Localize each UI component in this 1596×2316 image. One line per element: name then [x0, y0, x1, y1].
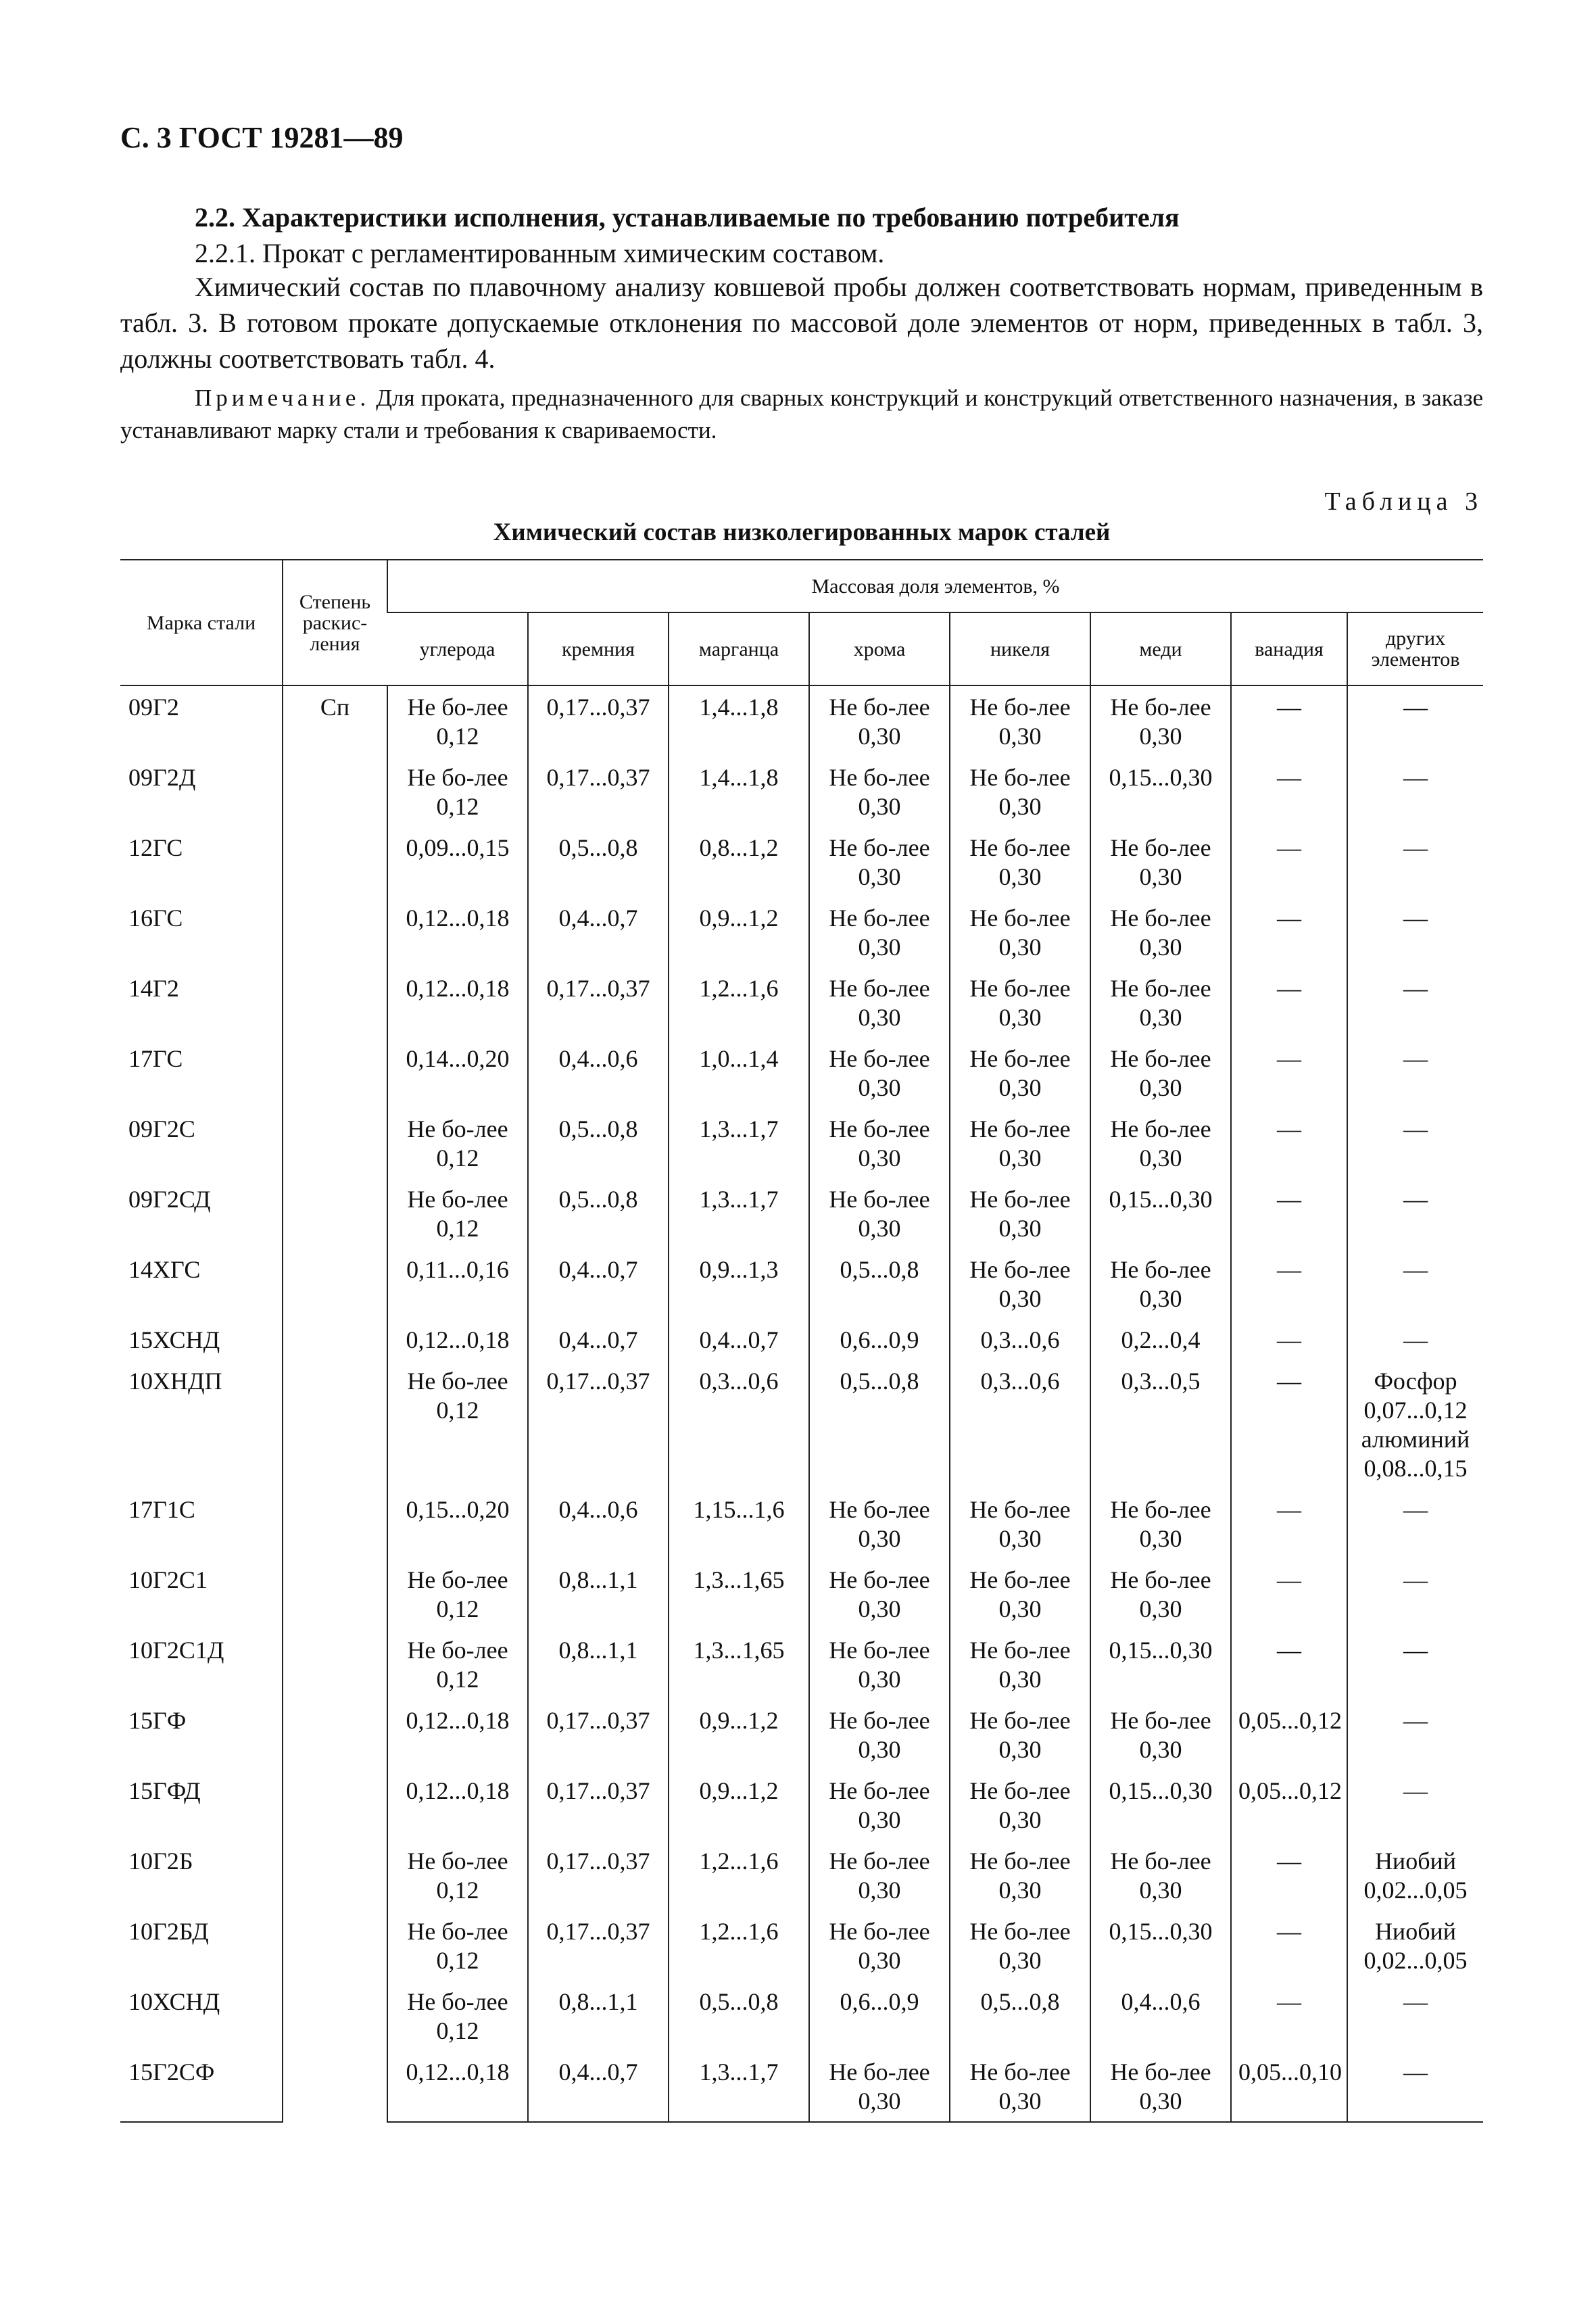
cell-manganese: 1,2...1,6 — [669, 1840, 809, 1910]
cell-other: — — [1347, 1559, 1483, 1629]
note-text: Для проката, предназначенного для сварных конструкций и конструкций ответственного назначения, в заказе устанавливают марку стали и требования к свариваемости. — [120, 385, 1483, 443]
header-other: других элементов — [1347, 612, 1483, 685]
cell-nickel: Не бо-лее 0,30 — [950, 685, 1090, 756]
cell-silicon: 0,4...0,7 — [528, 1249, 669, 1319]
cell-silicon: 0,4...0,7 — [528, 2051, 669, 2122]
paragraph-text: Химический состав по плавочному анализу ковшевой пробы должен соответствовать нормам, приведенным в табл. 3. В готовом прокате допускаемые отклонения по массовой доле элементов от норм, приведенных в табл. 3, должны соответствовать табл. 4. — [120, 272, 1483, 374]
cell-manganese: 1,3...1,7 — [669, 1108, 809, 1178]
cell-grade: 09Г2 — [128, 694, 179, 721]
cell-vanadium: — — [1231, 685, 1347, 756]
cell-copper: 0,15...0,30 — [1090, 1629, 1231, 1699]
cell-silicon: 0,5...0,8 — [528, 1108, 669, 1178]
cell-grade: 09Г2Д — [128, 764, 196, 791]
cell-grade: 14ХГС — [128, 1256, 201, 1283]
cell-copper: Не бо-лее 0,30 — [1090, 1038, 1231, 1108]
cell-vanadium: — — [1231, 1629, 1347, 1699]
cell-other: — — [1347, 1981, 1483, 2051]
cell-other: Ниобий 0,02...0,05 — [1347, 1840, 1483, 1910]
cell-vanadium: — — [1231, 967, 1347, 1038]
cell-chromium: Не бо-лее 0,30 — [809, 1770, 950, 1840]
cell-chromium: Не бо-лее 0,30 — [809, 1178, 950, 1249]
cell-carbon: 0,12...0,18 — [387, 1699, 528, 1770]
cell-manganese: 1,4...1,8 — [669, 685, 809, 756]
cell-nickel: Не бо-лее 0,30 — [950, 897, 1090, 967]
header-deoxidation: Степень раскис-ления — [283, 560, 387, 685]
cell-chromium: Не бо-лее 0,30 — [809, 1559, 950, 1629]
cell-manganese: 0,9...1,2 — [669, 1699, 809, 1770]
cell-copper: Не бо-лее 0,30 — [1090, 685, 1231, 756]
page-header: С. 3 ГОСТ 19281—89 — [120, 121, 404, 154]
cell-other: — — [1347, 1108, 1483, 1178]
cell-chromium: Не бо-лее 0,30 — [809, 1108, 950, 1178]
cell-silicon: 0,17...0,37 — [528, 685, 669, 756]
cell-silicon: 0,17...0,37 — [528, 1699, 669, 1770]
cell-chromium: 0,5...0,8 — [809, 1249, 950, 1319]
note-block — [120, 382, 1483, 447]
cell-silicon: 0,5...0,8 — [528, 827, 669, 897]
header-vanadium: ванадия — [1231, 612, 1347, 685]
item-text: 2.2.1. Прокат с регламентированным химическим составом. — [195, 238, 885, 268]
cell-nickel: Не бо-лее 0,30 — [950, 756, 1090, 827]
cell-carbon: Не бо-лее 0,12 — [387, 1559, 528, 1629]
cell-carbon: 0,12...0,18 — [387, 2051, 528, 2122]
cell-manganese: 0,9...1,3 — [669, 1249, 809, 1319]
cell-vanadium: — — [1231, 1038, 1347, 1108]
cell-chromium: Не бо-лее 0,30 — [809, 1840, 950, 1910]
cell-grade: 10Г2Б — [128, 1848, 193, 1875]
header-manganese: марганца — [669, 612, 809, 685]
cell-grade: 09Г2СД — [128, 1186, 211, 1213]
cell-copper: 0,4...0,6 — [1090, 1981, 1231, 2051]
cell-nickel: 0,5...0,8 — [950, 1981, 1090, 2051]
cell-silicon: 0,17...0,37 — [528, 1910, 669, 1981]
cell-grade: 12ГС — [128, 834, 183, 861]
cell-grade: 15Г2СФ — [120, 2051, 283, 2122]
cell-silicon: 0,4...0,6 — [528, 1038, 669, 1108]
cell-silicon: 0,17...0,37 — [528, 756, 669, 827]
cell-other: Фосфор 0,07...0,12 алюминий 0,08...0,15 — [1347, 1360, 1483, 1489]
cell-copper: Не бо-лее 0,30 — [1090, 1699, 1231, 1770]
cell-manganese: 1,3...1,65 — [669, 1559, 809, 1629]
cell-nickel: Не бо-лее 0,30 — [950, 1699, 1090, 1770]
cell-grade: 15ГФД — [128, 1777, 201, 1804]
cell-silicon: 0,8...1,1 — [528, 1981, 669, 2051]
cell-chromium: Не бо-лее 0,30 — [809, 1910, 950, 1981]
cell-vanadium: — — [1231, 1559, 1347, 1629]
cell-other: — — [1347, 685, 1483, 756]
cell-silicon: 0,17...0,37 — [528, 1770, 669, 1840]
cell-manganese: 1,2...1,6 — [669, 1910, 809, 1981]
cell-silicon: 0,8...1,1 — [528, 1629, 669, 1699]
cell-nickel: Не бо-лее 0,30 — [950, 1629, 1090, 1699]
cell-chromium: Не бо-лее 0,30 — [809, 685, 950, 756]
cell-vanadium: — — [1231, 1108, 1347, 1178]
cell-other: — — [1347, 1629, 1483, 1699]
cell-grade: 15ГФ — [128, 1707, 187, 1734]
cell-chromium: Не бо-лее 0,30 — [809, 2051, 950, 2122]
cell-carbon: Не бо-лее 0,12 — [387, 1840, 528, 1910]
cell-chromium: Не бо-лее 0,30 — [809, 827, 950, 897]
cell-carbon: Не бо-лее 0,12 — [387, 1178, 528, 1249]
cell-manganese: 0,3...0,6 — [669, 1360, 809, 1489]
cell-other: — — [1347, 1699, 1483, 1770]
cell-chromium: 0,6...0,9 — [809, 1319, 950, 1360]
cell-other: — — [1347, 756, 1483, 827]
cell-manganese: 1,3...1,7 — [669, 1178, 809, 1249]
cell-copper: 0,15...0,30 — [1090, 1910, 1231, 1981]
header-nickel: никеля — [950, 612, 1090, 685]
cell-grade: 17ГС — [128, 1045, 183, 1072]
cell-carbon: 0,11...0,16 — [387, 1249, 528, 1319]
section-heading — [120, 199, 1483, 235]
cell-copper: Не бо-лее 0,30 — [1090, 897, 1231, 967]
cell-other: — — [1347, 967, 1483, 1038]
cell-carbon: 0,14...0,20 — [387, 1038, 528, 1108]
cell-chromium: Не бо-лее 0,30 — [809, 1038, 950, 1108]
cell-copper: 0,3...0,5 — [1090, 1360, 1231, 1489]
cell-chromium: Не бо-лее 0,30 — [809, 1629, 950, 1699]
cell-carbon: 0,12...0,18 — [387, 897, 528, 967]
cell-carbon: Не бо-лее 0,12 — [387, 1629, 528, 1699]
cell-copper: Не бо-лее 0,30 — [1090, 1249, 1231, 1319]
cell-chromium: 0,6...0,9 — [809, 1981, 950, 2051]
cell-manganese: 0,9...1,2 — [669, 1770, 809, 1840]
section-paragraph — [120, 269, 1483, 377]
cell-nickel: Не бо-лее 0,30 — [950, 2051, 1090, 2122]
cell-grade: 17Г1С — [128, 1496, 195, 1523]
cell-vanadium: — — [1231, 1489, 1347, 1559]
cell-other: — — [1347, 2051, 1483, 2122]
cell-nickel: Не бо-лее 0,30 — [950, 967, 1090, 1038]
cell-copper: Не бо-лее 0,30 — [1090, 2051, 1231, 2122]
cell-vanadium: — — [1231, 1981, 1347, 2051]
cell-other: — — [1347, 1249, 1483, 1319]
cell-vanadium: — — [1231, 1249, 1347, 1319]
header-carbon: углерода — [387, 612, 528, 685]
cell-other: — — [1347, 1489, 1483, 1559]
cell-carbon: Не бо-лее 0,12 — [387, 1360, 528, 1489]
cell-vanadium: — — [1231, 756, 1347, 827]
cell-manganese: 0,8...1,2 — [669, 827, 809, 897]
cell-other: — — [1347, 1770, 1483, 1840]
note-label: Примечание. — [195, 385, 370, 411]
cell-nickel: Не бо-лее 0,30 — [950, 1178, 1090, 1249]
header-silicon: кремния — [528, 612, 669, 685]
cell-chromium: Не бо-лее 0,30 — [809, 1489, 950, 1559]
cell-carbon: 0,09...0,15 — [387, 827, 528, 897]
cell-nickel: Не бо-лее 0,30 — [950, 1770, 1090, 1840]
cell-chromium: Не бо-лее 0,30 — [809, 897, 950, 967]
header-mass-fraction: Массовая доля элементов, % — [387, 560, 1483, 612]
cell-carbon: 0,12...0,18 — [387, 1770, 528, 1840]
cell-carbon: Не бо-лее 0,12 — [387, 1981, 528, 2051]
cell-manganese: 1,3...1,65 — [669, 1629, 809, 1699]
cell-nickel: Не бо-лее 0,30 — [950, 1840, 1090, 1910]
cell-manganese: 1,4...1,8 — [669, 756, 809, 827]
cell-manganese: 1,2...1,6 — [669, 967, 809, 1038]
cell-nickel: Не бо-лее 0,30 — [950, 1559, 1090, 1629]
cell-other: — — [1347, 1178, 1483, 1249]
header-copper: меди — [1090, 612, 1231, 685]
section-number: 2.2. — [195, 202, 235, 233]
table-body — [120, 685, 1483, 2122]
cell-nickel: 0,3...0,6 — [950, 1319, 1090, 1360]
cell-copper: Не бо-лее 0,30 — [1090, 967, 1231, 1038]
cell-grade: 10Г2С1 — [128, 1566, 208, 1593]
cell-carbon: 0,15...0,20 — [387, 1489, 528, 1559]
cell-silicon: 0,5...0,8 — [528, 1178, 669, 1249]
cell-copper: Не бо-лее 0,30 — [1090, 1489, 1231, 1559]
cell-chromium: Не бо-лее 0,30 — [809, 756, 950, 827]
cell-nickel: Не бо-лее 0,30 — [950, 1249, 1090, 1319]
cell-vanadium: — — [1231, 827, 1347, 897]
cell-copper: 0,15...0,30 — [1090, 756, 1231, 827]
cell-other: — — [1347, 827, 1483, 897]
cell-nickel: Не бо-лее 0,30 — [950, 1108, 1090, 1178]
cell-nickel: 0,3...0,6 — [950, 1360, 1090, 1489]
cell-grade: 09Г2С — [128, 1115, 195, 1142]
cell-nickel: Не бо-лее 0,30 — [950, 1038, 1090, 1108]
cell-chromium: 0,5...0,8 — [809, 1360, 950, 1489]
header-chromium: хрома — [809, 612, 950, 685]
cell-manganese: 1,0...1,4 — [669, 1038, 809, 1108]
cell-copper: 0,15...0,30 — [1090, 1770, 1231, 1840]
cell-other: Ниобий 0,02...0,05 — [1347, 1910, 1483, 1981]
cell-copper: Не бо-лее 0,30 — [1090, 1108, 1231, 1178]
cell-silicon: 0,4...0,6 — [528, 1489, 669, 1559]
chemical-composition-table — [120, 559, 1483, 2123]
cell-deoxidation: Сп — [283, 685, 387, 2122]
cell-silicon: 0,8...1,1 — [528, 1559, 669, 1629]
cell-manganese: 1,15...1,6 — [669, 1489, 809, 1559]
table-number-label: Таблица 3 — [1324, 487, 1483, 516]
cell-silicon: 0,4...0,7 — [528, 1319, 669, 1360]
cell-vanadium: 0,05...0,10 — [1231, 2051, 1347, 2122]
section-title: Характеристики исполнения, устанавливаемые по требованию потребителя — [242, 202, 1180, 233]
cell-vanadium: — — [1231, 1360, 1347, 1489]
cell-vanadium: 0,05...0,12 — [1231, 1699, 1347, 1770]
cell-other: — — [1347, 897, 1483, 967]
cell-grade: 10Г2С1Д — [128, 1637, 224, 1664]
cell-chromium: Не бо-лее 0,30 — [809, 1699, 950, 1770]
cell-chromium: Не бо-лее 0,30 — [809, 967, 950, 1038]
cell-nickel: Не бо-лее 0,30 — [950, 827, 1090, 897]
cell-carbon: 0,12...0,18 — [387, 1319, 528, 1360]
cell-manganese: 0,4...0,7 — [669, 1319, 809, 1360]
cell-carbon: 0,12...0,18 — [387, 967, 528, 1038]
cell-grade: 10ХНДП — [128, 1368, 222, 1395]
cell-silicon: 0,17...0,37 — [528, 1360, 669, 1489]
cell-carbon: Не бо-лее 0,12 — [387, 685, 528, 756]
cell-silicon: 0,17...0,37 — [528, 967, 669, 1038]
cell-vanadium: — — [1231, 1178, 1347, 1249]
cell-grade: 15ХСНД — [128, 1326, 220, 1353]
cell-vanadium: — — [1231, 1840, 1347, 1910]
cell-vanadium: 0,05...0,12 — [1231, 1770, 1347, 1840]
cell-copper: Не бо-лее 0,30 — [1090, 1559, 1231, 1629]
cell-grade: 14Г2 — [128, 975, 179, 1002]
cell-nickel: Не бо-лее 0,30 — [950, 1910, 1090, 1981]
header-grade: Марка стали — [120, 560, 283, 685]
table-row — [120, 685, 1483, 756]
section-item — [120, 235, 1483, 271]
cell-other: — — [1347, 1319, 1483, 1360]
cell-nickel: Не бо-лее 0,30 — [950, 1489, 1090, 1559]
cell-manganese: 0,5...0,8 — [669, 1981, 809, 2051]
table-title: Химический состав низколегированных марок сталей — [493, 518, 1111, 546]
cell-manganese: 0,9...1,2 — [669, 897, 809, 967]
cell-silicon: 0,4...0,7 — [528, 897, 669, 967]
cell-other: — — [1347, 1038, 1483, 1108]
cell-copper: Не бо-лее 0,30 — [1090, 1840, 1231, 1910]
cell-grade: 16ГС — [128, 904, 183, 932]
cell-manganese: 1,3...1,7 — [669, 2051, 809, 2122]
cell-carbon: Не бо-лее 0,12 — [387, 756, 528, 827]
cell-silicon: 0,17...0,37 — [528, 1840, 669, 1910]
cell-carbon: Не бо-лее 0,12 — [387, 1108, 528, 1178]
cell-grade: 10Г2БД — [128, 1918, 209, 1945]
cell-copper: 0,15...0,30 — [1090, 1178, 1231, 1249]
cell-vanadium: — — [1231, 1319, 1347, 1360]
cell-carbon: Не бо-лее 0,12 — [387, 1910, 528, 1981]
cell-vanadium: — — [1231, 897, 1347, 967]
cell-copper: Не бо-лее 0,30 — [1090, 827, 1231, 897]
cell-grade: 10ХСНД — [128, 1988, 220, 2015]
cell-copper: 0,2...0,4 — [1090, 1319, 1231, 1360]
cell-vanadium: — — [1231, 1910, 1347, 1981]
